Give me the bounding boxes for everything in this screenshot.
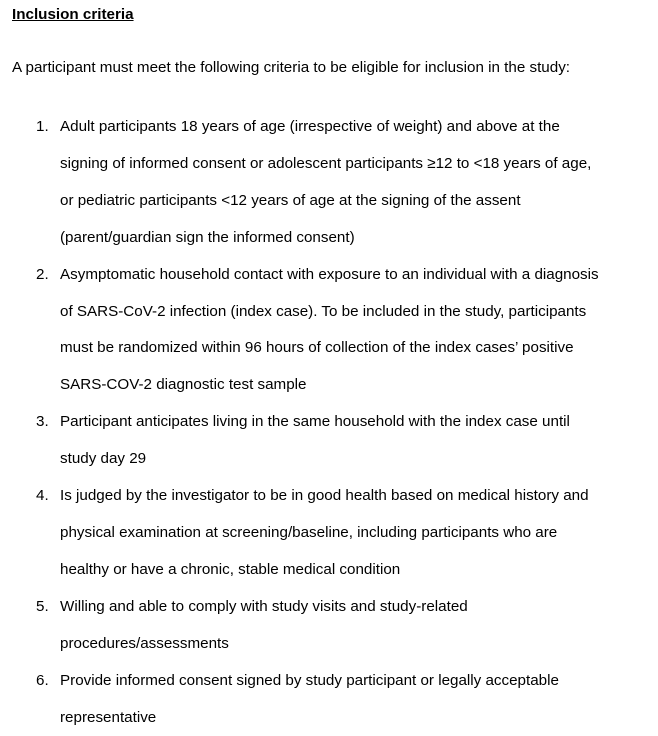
criteria-item [0,663,630,736]
criteria-text: Adult participants 18 years of age (irrespective of weight) and above at the signing of informed consent or adolescent participants ≥12 to <18 years of age, or pediatric participants <12 years of age at the signing of the assent (parent/guardian sign the informed consent) [60,118,592,246]
criteria-text: Participant anticipates living in the same household with the index case until study day 29 [60,413,570,468]
criteria-number: 6. [36,671,49,689]
criteria-item [0,109,630,257]
criteria-number: 1. [36,118,49,135]
criteria-number: 5. [36,597,49,615]
criteria-list [0,109,658,736]
criteria-item [0,589,630,663]
criteria-item [0,478,630,589]
criteria-text: Provide informed consent signed by study participant or legally acceptable representative [60,671,559,726]
criteria-text: Willing and able to comply with study visits and study-related procedures/assessments [60,597,468,652]
criteria-item [0,404,630,478]
criteria-number: 4. [36,487,49,505]
criteria-text: Is judged by the investigator to be in good health based on medical history and physical examination at screening/baseline, including participants who are healthy or have a chronic, stable medical condition [60,487,589,578]
section-heading: Inclusion criteria [12,6,134,23]
intro-paragraph: A participant must meet the following criteria to be eligible for inclusion in the study: [12,59,571,76]
criteria-number: 3. [36,413,49,431]
criteria-text: Asymptomatic household contact with exposure to an individual with a diagnosis of SARS-CoV-2 infection (index case). To be included in the study, participants must be randomized within 96 hours of collection of the index cases’ positive SARS-COV-2 diagnostic test sample [60,265,599,394]
criteria-item [0,257,630,405]
criteria-number: 2. [36,265,49,283]
